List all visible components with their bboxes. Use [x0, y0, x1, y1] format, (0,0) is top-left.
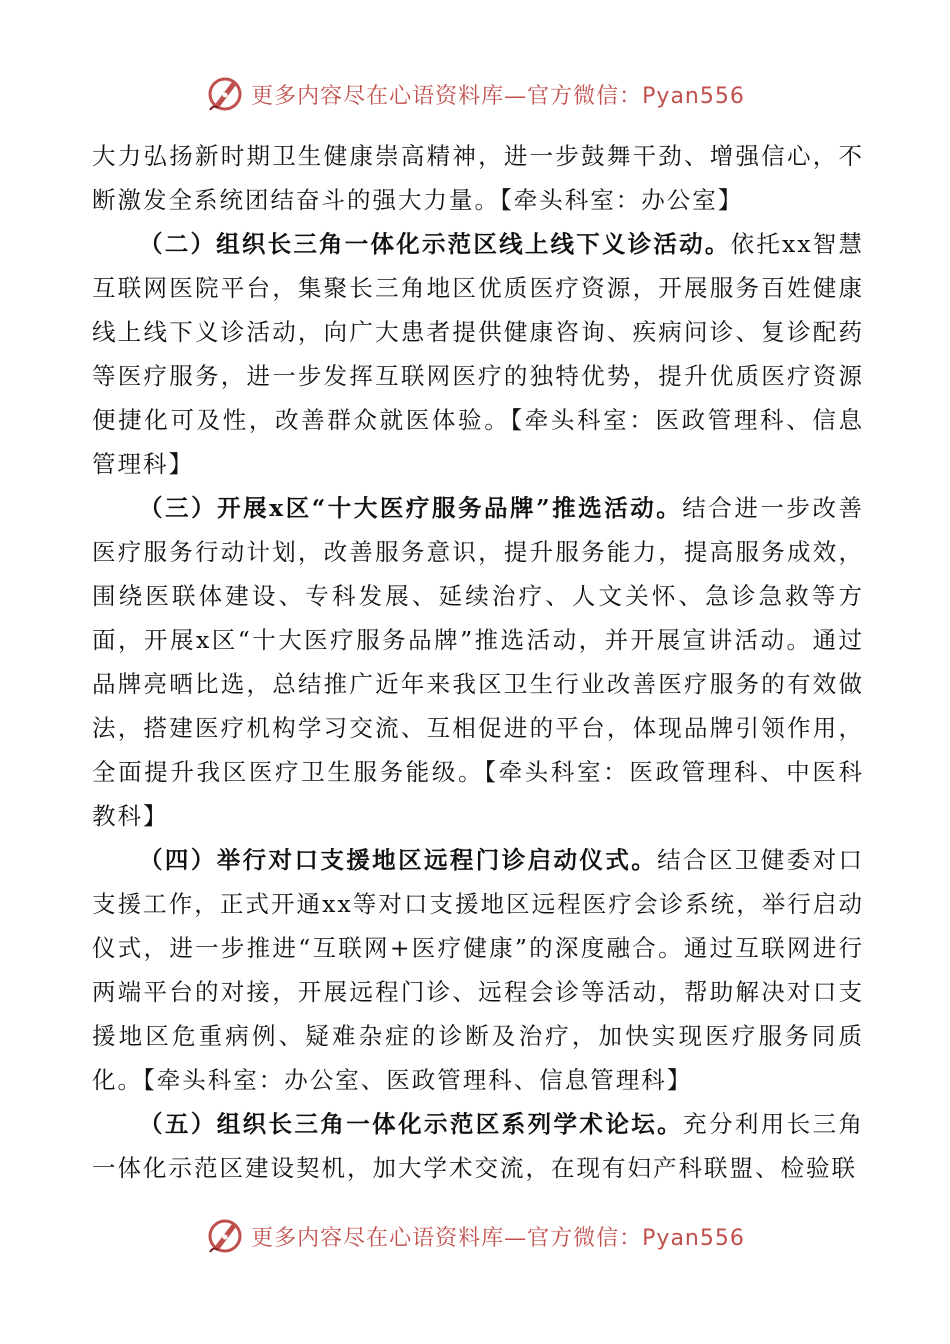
section-heading: （四）举行对口支援地区远程门诊启动仪式。 — [139, 846, 658, 874]
section-heading: （二）组织长三角一体化示范区线上线下义诊活动。 — [139, 230, 731, 258]
pen-logo-icon — [205, 74, 245, 114]
watermark-text: 更多内容尽在心语资料库—官方微信：Pyan556 — [251, 83, 745, 109]
paragraph: （五）组织长三角一体化示范区系列学术论坛。充分利用长三角一体化示范区建设契机，加大学术交流，在现有妇产科联盟、检验联 — [92, 1110, 865, 1182]
watermark-banner-top — [0, 70, 950, 118]
paragraph: （三）开展x区“十大医疗服务品牌”推选活动。结合进一步改善医疗服务行动计划，改善服务意识，提升服务能力，提高服务成效，围绕医联体建设、专科发展、延续治疗、人文关怀、急诊急救等方面，开展x区“十大医疗服务品牌”推选活动，并开展宣讲活动。通过品牌亮晒比选，总结推广近年来我区卫生行业改善医疗服务的有效做法，搭建医疗机构学习交流、互相促进的平台，体现品牌引领作用，全面提升我区医疗卫生服务能级。【牵头科室：医政管理科、中医科教科】 — [92, 494, 865, 830]
section-heading: （五）组织长三角一体化示范区系列学术论坛。 — [139, 1110, 684, 1138]
watermark-banner-bottom — [0, 1212, 950, 1260]
paragraph: （四）举行对口支援地区远程门诊启动仪式。结合区卫健委对口支援工作，正式开通xx等对口支援地区远程医疗会诊系统，举行启动仪式，进一步推进“互联网+医疗健康”的深度融合。通过互联网进行两端平台的对接，开展远程门诊、远程会诊等活动，帮助解决对口支援地区危重病例、疑难杂症的诊断及治疗，加快实现医疗服务同质化。【牵头科室：办公室、医政管理科、信息管理科】 — [92, 846, 865, 1094]
section-heading: （三）开展x区“十大医疗服务品牌”推选活动。 — [139, 494, 683, 522]
paragraph: （二）组织长三角一体化示范区线上线下义诊活动。依托xx智慧互联网医院平台，集聚长三角地区优质医疗资源，开展服务百姓健康线上线下义诊活动，向广大患者提供健康咨询、疾病问诊、复诊配药等医疗服务，进一步发挥互联网医疗的独特优势，提升优质医疗资源便捷化可及性，改善群众就医体验。【牵头科室：医政管理科、信息管理科】 — [92, 230, 865, 478]
paragraph: 大力弘扬新时期卫生健康崇高精神，进一步鼓舞干劲、增强信心，不断激发全系统团结奋斗的强大力量。【牵头科室：办公室】 — [92, 142, 864, 214]
document-body — [92, 134, 864, 1190]
watermark-text: 更多内容尽在心语资料库—官方微信：Pyan556 — [251, 1225, 745, 1251]
pen-logo-icon — [205, 1216, 245, 1256]
